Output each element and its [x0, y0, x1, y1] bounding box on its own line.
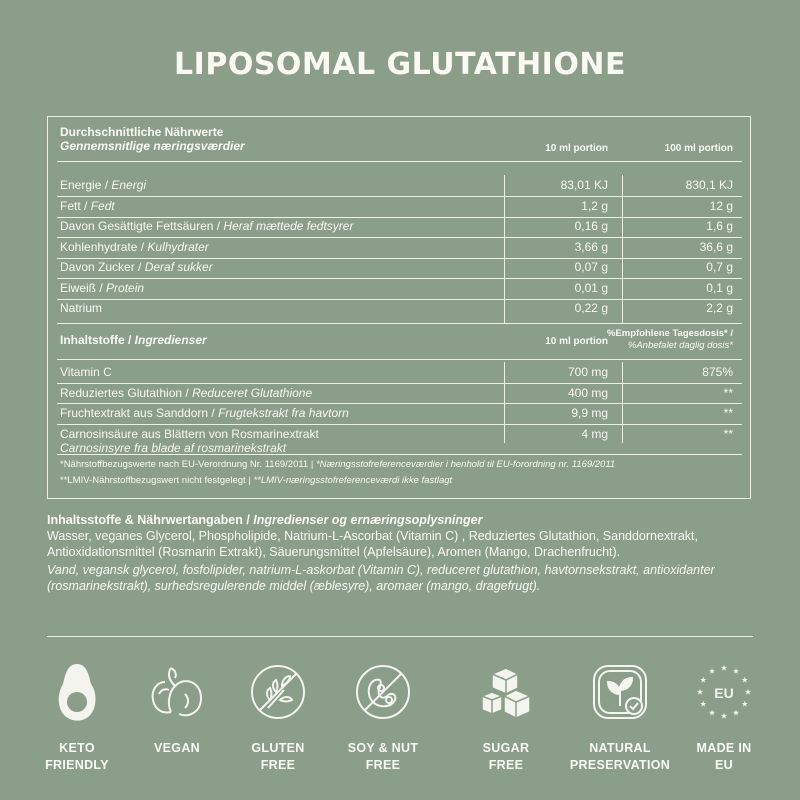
gluten-free-icon	[246, 660, 310, 724]
ingredient-row	[48, 383, 750, 404]
value-per-10ml: 0,01 g	[574, 280, 608, 295]
column-divider	[622, 175, 623, 323]
ingredients-header-de: Inhaltstoffe /	[60, 333, 135, 347]
eu-star	[700, 701, 706, 707]
value-per-100ml: 0,7 g	[706, 260, 733, 274]
ingredients-text-block	[47, 512, 753, 594]
ingredients-text-heading	[47, 512, 753, 528]
ingredient-amount: 9,9 mg	[571, 406, 608, 420]
eu-star	[700, 677, 706, 683]
badge-label: GLUTEN	[251, 741, 305, 755]
badge-label: PRESERVATION	[569, 758, 671, 772]
nutrition-header-da: Gennemsnitlige næringsværdier	[60, 139, 245, 153]
value-per-100ml: 2,2 g	[706, 301, 733, 315]
ingredient-amount: 400 mg	[567, 385, 608, 400]
ingredient-name: Vitamin C	[60, 365, 112, 379]
ingredient-daily-percent: **	[723, 385, 733, 400]
divider	[57, 359, 742, 360]
badge-keto	[32, 660, 122, 772]
ingredient-name: Carnosinsäure aus Blättern von Rosmarinextrakt Carnosinsyre fra blade af rosmarinekstrakt	[60, 426, 319, 455]
ingredients-heading-da: Ingredienser og ernæringsoplysninger	[253, 513, 483, 527]
footnote-2-de: **LMIV-Nährstoffbezugswert nicht festgelegt |	[60, 475, 254, 486]
col2-header-line2: %Anbefalet daglig dosis*	[627, 340, 733, 351]
nutrition-row	[48, 175, 750, 195]
eu-star	[721, 713, 727, 719]
badge-label: SOY & NUT	[347, 741, 419, 755]
nutrient-name: Fett / Fedt	[60, 198, 115, 213]
eu-emblem-text: EU	[714, 685, 734, 701]
sugar-cubes-icon	[474, 660, 538, 724]
eu-star	[733, 668, 739, 674]
nutrient-name: Eiweiß / Protein	[60, 280, 145, 295]
eu-star	[697, 689, 703, 695]
nutrition-row	[48, 237, 750, 257]
nutrient-name: Natrium	[60, 301, 103, 315]
badge-label: FREE	[260, 758, 296, 772]
ingredient-amount: 4 mg	[581, 426, 608, 441]
eu-star	[742, 701, 748, 707]
value-per-100ml: 830,1 KJ	[685, 178, 733, 192]
nutrition-col1-header: 10 ml portion	[545, 143, 608, 154]
footnote-1-da: *Næringsstofreferenceværdier i henhold til EU-forordning nr. 1169/2011	[315, 459, 616, 470]
eu-star	[721, 665, 727, 671]
value-per-100ml: 12 g	[709, 198, 733, 213]
eu-star	[733, 710, 739, 716]
ingredient-row	[48, 424, 750, 454]
ingredient-daily-percent: **	[723, 426, 733, 441]
ingredient-daily-percent: 875%	[702, 365, 733, 379]
ingredients-table-header	[60, 333, 207, 347]
ingredients-col1-header: 10 ml portion	[545, 336, 608, 347]
value-per-10ml: 0,16 g	[574, 219, 608, 233]
nutrition-col2-header: 100 ml portion	[664, 143, 733, 154]
badge-label: FREE	[365, 758, 401, 772]
eu-star	[709, 710, 715, 716]
badge-label: SUGAR	[482, 741, 530, 755]
badge-label: FRIENDLY	[45, 758, 109, 772]
eu-stars-icon	[692, 660, 756, 724]
footnote-2	[60, 474, 745, 488]
ingredients-text-da: Vand, vegansk glycerol, fosfolipider, natrium-L-askorbat (Vitamin C), reduceret glutathion, havtornsekstrakt, antioxidanter (rosmarinekstrakt), surhedsregulerende middel (æblesyre), aromaer (mango, dragefrugt).	[47, 563, 715, 593]
value-per-10ml: 0,07 g	[574, 260, 608, 274]
ingredient-row	[48, 362, 750, 383]
ingredient-daily-percent: **	[723, 406, 733, 420]
nutrient-name: Energie / Energi	[60, 178, 147, 192]
divider	[57, 161, 742, 162]
badge-gluten-free	[233, 660, 323, 772]
ingredients-text-de: Wasser, veganes Glycerol, Phospholipide, Natrium-L-Ascorbat (Vitamin C) , Reduziertes Glutathion, Sanddornextrakt, Antioxidationsmittel (Rosmarin Extrakt), Säuerungsmittel (Apfelsäure), Aromen (Mango, Drachenfrucht).	[47, 529, 698, 559]
value-per-100ml: 36,6 g	[699, 239, 733, 254]
page-title: LIPOSOMAL GLUTATHIONE	[174, 47, 626, 82]
value-per-10ml: 0,22 g	[574, 301, 608, 315]
footnote-1	[60, 458, 745, 472]
ingredient-amount: 700 mg	[567, 365, 608, 379]
ingredients-heading-de: Inhaltsstoffe & Nährwertangaben /	[47, 513, 254, 527]
footnote-2-da: **LMIV-næringsstofreferenceværdi ikke fastlagt	[253, 475, 453, 486]
badge-label: KETO	[59, 741, 95, 755]
badge-label: FREE	[488, 758, 524, 772]
nutrient-name: Kohlenhydrate / Kulhydrater	[60, 239, 209, 254]
ingredient-row	[48, 403, 750, 424]
nutrition-row	[48, 216, 750, 236]
footnote-1-de: *Nährstoffbezugswerte nach EU-Verordnung Nr. 1169/2011 |	[60, 459, 316, 470]
badge-label: NATURAL	[589, 741, 651, 755]
value-per-10ml: 3,66 g	[574, 239, 608, 254]
eu-star	[745, 689, 751, 695]
avocado-icon	[45, 660, 109, 724]
badge-made-in-eu	[679, 660, 769, 772]
nutrition-row	[48, 257, 750, 277]
divider	[57, 323, 742, 324]
value-per-10ml: 1,2 g	[581, 198, 608, 213]
section-divider	[47, 636, 753, 637]
badge-label: MADE IN	[696, 741, 752, 755]
ingredients-col2-header	[607, 328, 733, 352]
nutrition-header-de: Durchschnittliche Nährwerte	[60, 125, 224, 139]
column-divider	[504, 362, 505, 443]
nutrition-panel	[47, 116, 751, 499]
badge-soy-nut-free	[338, 660, 428, 772]
column-divider	[622, 362, 623, 443]
ingredient-name: Fruchtextrakt aus Sanddorn / Frugtekstrakt fra havtorn	[60, 406, 349, 420]
value-per-100ml: 1,6 g	[706, 219, 733, 233]
column-divider	[504, 175, 505, 323]
nutrient-name: Davon Gesättigte Fettsäuren / Heraf mættede fedtsyrer	[60, 219, 354, 233]
col2-header-line1: %Empfohlene Tagesdosis* /	[607, 328, 733, 339]
nutrient-name: Davon Zucker / Deraf sukker	[60, 260, 213, 274]
eu-star	[742, 677, 748, 683]
badge-sugar-free	[461, 660, 551, 772]
eu-star	[709, 668, 715, 674]
nutrition-row	[48, 278, 750, 298]
value-per-10ml: 83,01 KJ	[560, 178, 608, 192]
natural-leaf-icon	[588, 660, 652, 724]
badge-label: EU	[715, 758, 733, 772]
nutrition-row	[48, 196, 750, 216]
soy-nut-free-icon	[351, 660, 415, 724]
ingredient-name: Reduziertes Glutathion / Reduceret Glutathione	[60, 385, 313, 400]
badge-vegan	[132, 660, 222, 755]
ingredients-header-da: Ingredienser	[134, 333, 207, 347]
badge-label: VEGAN	[154, 741, 200, 755]
value-per-100ml: 0,1 g	[706, 280, 733, 295]
nutrition-row	[48, 298, 750, 318]
vegetables-icon	[145, 660, 209, 724]
badge-natural-preservation	[569, 660, 671, 772]
nutrition-header	[60, 125, 245, 153]
